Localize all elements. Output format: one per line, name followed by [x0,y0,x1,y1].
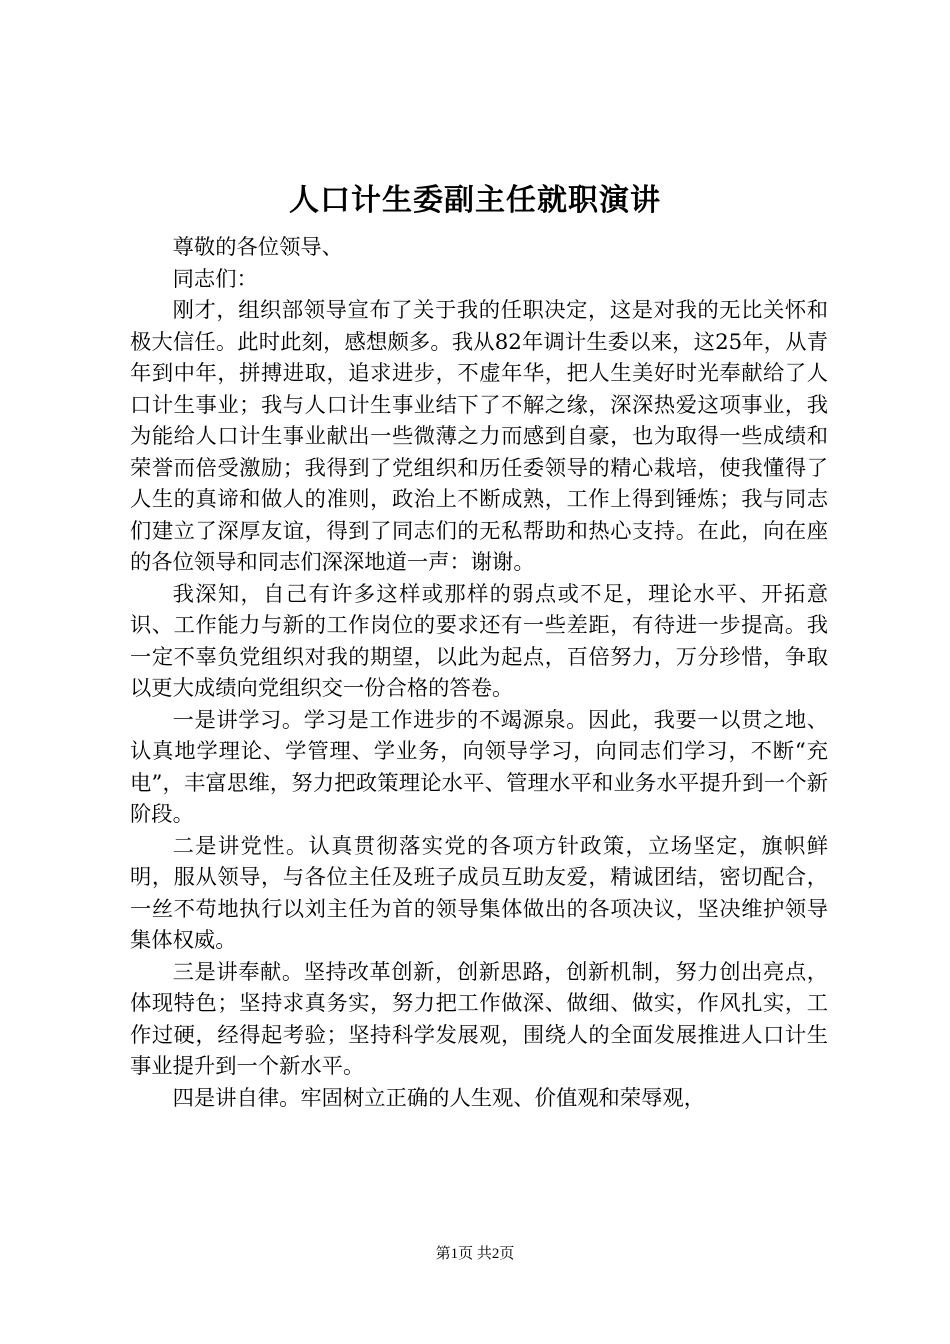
document-body [130,232,828,1114]
document-title: 人口计生委副主任就职演讲 [289,183,661,218]
salutation-line-2: 同志们： [172,266,258,292]
body-paragraph: 一是讲学习。学习是工作进步的不竭源泉。因此，我要一以贯之地、认真地学理论、学管理、学业务，向领导学习，向同志们学习，不断“充电”，丰富思维，努力把政策理论水平、管理水平和业务水平提升到一个新阶段。 [130,707,828,827]
body-paragraph: 四是讲自律。牢固树立正确的人生观、价值观和荣辱观， [172,1085,706,1111]
body-paragraph: 刚才，组织部领导宣布了关于我的任职决定，这是对我的无比关怀和极大信任。此时此刻，感想颇多。我从82年调计生委以来，这25年，从青年到中年，拼搏进取，追求进步，不虚年华，把人生美好时光奉献给了人口计生事业；我与人口计生事业结下了不解之缘，深深热爱这项事业，我为能给人口计生事业献出一些微薄之力而感到自豪，也为取得一些成绩和荣誉而倍受激励；我得到了党组织和历任委领导的精心栽培，使我懂得了人生的真谛和做人的准则，政治上不断成熟，工作上得到锤炼；我与同志们建立了深厚友谊，得到了同志们的无私帮助和热心支持。在此，向在座的各位领导和同志们深深地道一声：谢谢。 [130,298,828,575]
page-footer: 第1页 共2页 [435,1246,515,1262]
body-paragraph: 我深知，自己有许多这样或那样的弱点或不足，理论水平、开拓意识、工作能力与新的工作岗位的要求还有一些差距，有待进一步提高。我一定不辜负党组织对我的期望，以此为起点，百倍努力，万分珍惜，争取以更大成绩向党组织交一份合格的答卷。 [130,581,828,701]
body-paragraph: 二是讲党性。认真贯彻落实党的各项方针政策，立场坚定，旗帜鲜明，服从领导，与各位主任及班子成员互助友爱，精诚团结，密切配合，一丝不苟地执行以刘主任为首的领导集体做出的各项决议，坚决维护领导集体权威。 [130,833,828,953]
salutation-line-1: 尊敬的各位领导、 [172,235,343,260]
body-paragraph: 三是讲奉献。坚持改革创新，创新思路，创新机制，努力创出亮点，体现特色；坚持求真务实，努力把工作做深、做细、做实，作风扎实，工作过硬，经得起考验；坚持科学发展观，围绕人的全面发展推进人口计生事业提升到一个新水平。 [130,959,828,1079]
